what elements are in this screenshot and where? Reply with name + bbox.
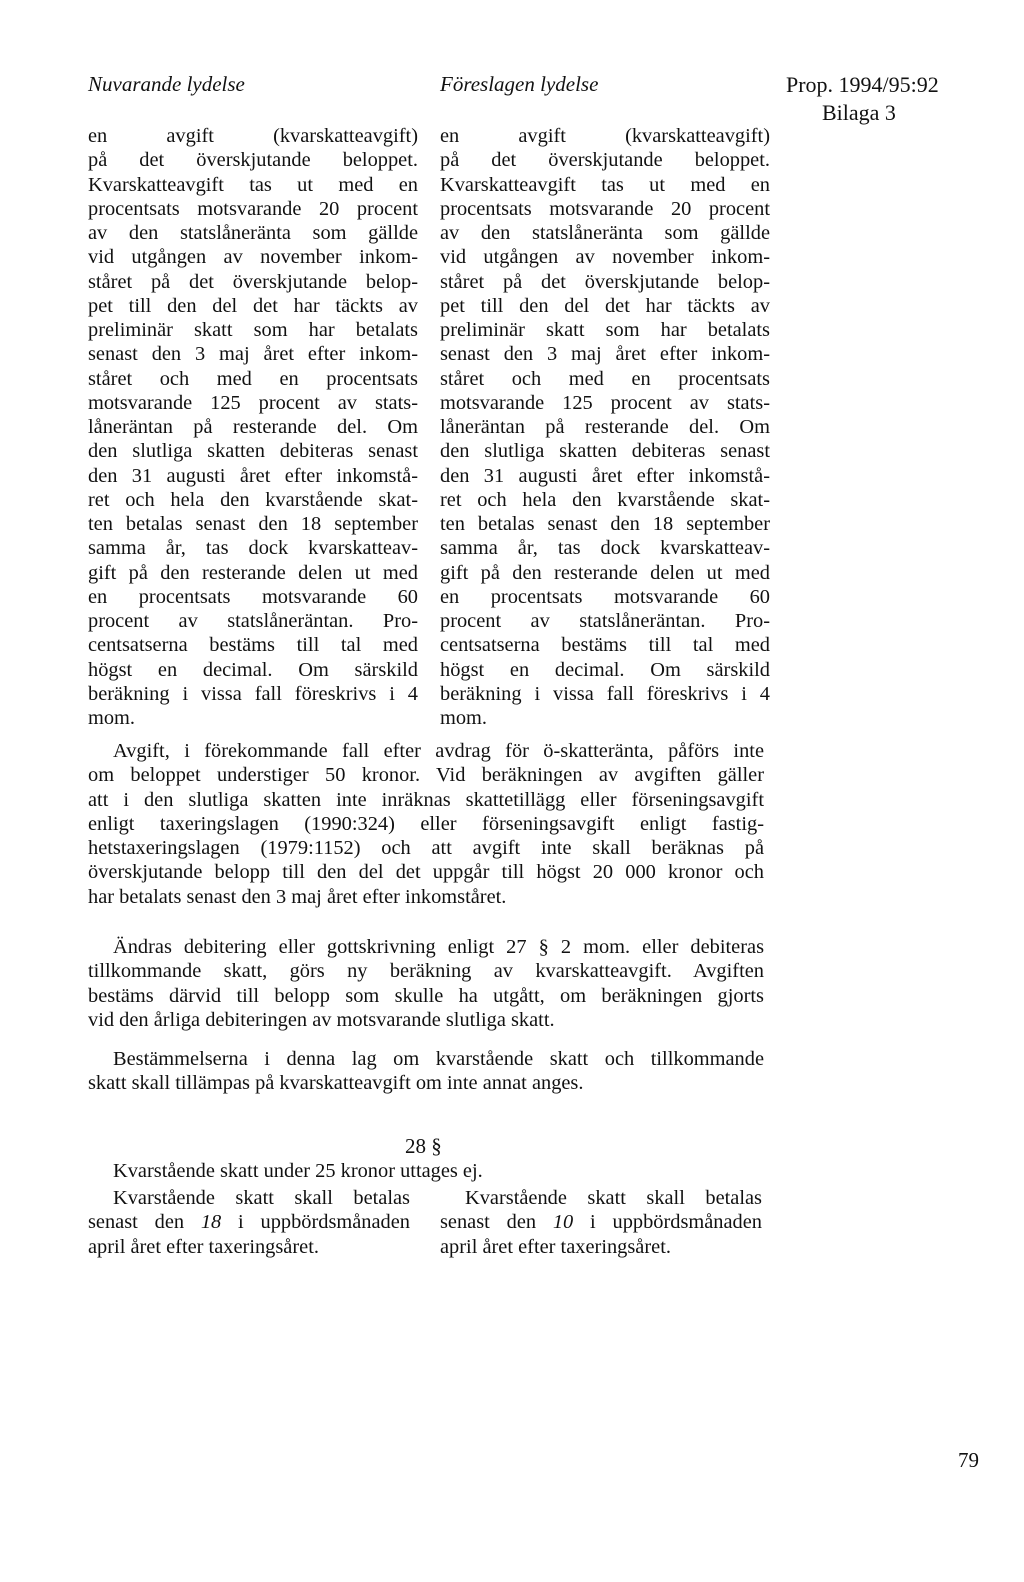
text-line: bestäms därvid till belopp som skulle ha utgått, om beräkningen gjorts xyxy=(88,984,764,1007)
text-line: den slutliga skatten debiteras senast xyxy=(440,440,770,463)
text-line: den 31 augusti året efter inkomstå- xyxy=(88,464,418,487)
text-line: procentsats motsvarande 20 procent xyxy=(440,197,770,220)
paragraph-bestammelserna xyxy=(88,1047,764,1096)
text-line: ten betalas senast den 18 september xyxy=(88,513,418,535)
text-line: ståret och med en procentsats xyxy=(440,367,770,390)
text-line: motsvarande 125 procent av stats- xyxy=(88,391,418,414)
text-line: ten betalas senast den 18 september xyxy=(440,513,770,535)
text-fragment: senast den xyxy=(88,1211,201,1234)
text-line: av den statslåneränta som gällde xyxy=(440,222,770,244)
text-line: ret och hela den kvarstående skat- xyxy=(440,488,770,511)
text-line: samma år, tas dock kvarskatteav- xyxy=(88,537,418,560)
text-line: vid utgången av november inkom- xyxy=(88,246,418,269)
text-line: låneräntan på resterande del. Om xyxy=(88,416,418,438)
text-line: den 31 augusti året efter inkomstå- xyxy=(440,464,770,487)
text-line: låneräntan på resterande del. Om xyxy=(440,416,770,438)
text-line: Avgift, i förekommande fall efter avdrag för ö-skatteränta, påförs inte xyxy=(113,740,764,762)
text-line: överskjutande belopp till den del det uppgår till högst 20 000 kronor och xyxy=(88,861,764,884)
text-line: procent av statslåneräntan. Pro- xyxy=(440,610,770,632)
text-line: på det överskjutande beloppet. xyxy=(88,149,418,172)
text-line: Kvarstående skatt skall betalas xyxy=(113,1187,410,1209)
text-line: ståret på det överskjutande belop- xyxy=(88,270,418,293)
text-line: mom. xyxy=(88,707,136,729)
text-line: vid utgången av november inkom- xyxy=(440,246,770,269)
text-line: procentsats motsvarande 20 procent xyxy=(88,197,418,220)
text-fragment: i uppbördsmånaden xyxy=(221,1211,410,1234)
text-line: beräkning i vissa fall föreskrivs i 4 xyxy=(440,682,770,705)
text-line: vid den årliga debiteringen av motsvarande slutliga skatt. xyxy=(88,1008,555,1031)
text-line: högst en decimal. Om särskild xyxy=(88,658,418,681)
text-line: pet till den del det har täckts av xyxy=(440,294,770,317)
text-line: skatt skall tillämpas på kvarskatteavgift om inte annat anges. xyxy=(88,1072,584,1095)
text-line: en avgift (kvarskatteavgift) xyxy=(440,125,770,147)
due-day-number: 10 xyxy=(552,1211,574,1234)
text-line: preliminär skatt som har betalats xyxy=(440,319,770,341)
text-line: ret och hela den kvarstående skat- xyxy=(88,488,418,511)
text-line: en procentsats motsvarande 60 xyxy=(88,585,418,608)
text-line: gift på den resterande delen ut med xyxy=(440,561,770,584)
section-current-wording xyxy=(88,1186,410,1259)
text-line: senast den 3 maj året efter inkom- xyxy=(88,343,418,366)
section-first-line: Kvarstående skatt under 25 kronor uttages ej. xyxy=(113,1160,483,1182)
text-line: samma år, tas dock kvarskatteav- xyxy=(440,537,770,560)
text-line: senast den 3 maj året efter inkom- xyxy=(440,343,770,366)
text-line: pet till den del det har täckts av xyxy=(88,294,418,317)
text-line: Kvarskatteavgift tas ut med en xyxy=(440,173,770,196)
proposed-wording-label: Föreslagen lydelse xyxy=(440,72,599,96)
text-line: ståret på det överskjutande belop- xyxy=(440,270,770,293)
proposed-wording-column xyxy=(440,124,770,730)
text-line: att i den slutliga skatten inte inräknas skattetillägg eller förseningsavgift xyxy=(88,788,764,811)
text-line: Kvarskatteavgift tas ut med en xyxy=(88,173,418,196)
current-wording-label: Nuvarande lydelse xyxy=(88,72,245,96)
text-line: ståret och med en procentsats xyxy=(88,367,418,390)
text-line: beräkning i vissa fall föreskrivs i 4 xyxy=(88,682,418,705)
text-line: april året efter taxeringsåret. xyxy=(440,1235,671,1258)
paragraph-andras xyxy=(88,935,764,1032)
section-heading: 28 § xyxy=(405,1134,442,1158)
text-line: gift på den resterande delen ut med xyxy=(88,561,418,584)
text-line: tillkommande skatt, görs ny beräkning av kvarskatteavgift. Avgiften xyxy=(88,960,764,983)
text-fragment: i uppbördsmånaden xyxy=(573,1211,762,1234)
text-line: enligt taxeringslagen (1990:324) eller förseningsavgift enligt fastig- xyxy=(88,812,764,835)
text-line: högst en decimal. Om särskild xyxy=(440,658,770,681)
section-proposed-wording xyxy=(440,1186,762,1259)
text-line: om beloppet understiger 50 kronor. Vid beräkningen av avgiften gäller xyxy=(88,764,764,787)
appendix-reference: Bilaga 3 xyxy=(822,100,896,125)
page-number: 79 xyxy=(958,1448,979,1472)
current-wording-column xyxy=(88,124,418,730)
text-fragment: senast den xyxy=(440,1211,553,1234)
text-line: en avgift (kvarskatteavgift) xyxy=(88,125,418,147)
due-day-number: 18 xyxy=(200,1211,222,1234)
text-line: har betalats senast den 3 maj året efter inkomståret. xyxy=(88,885,507,908)
text-line: Ändras debitering eller gottskrivning enligt 27 § 2 mom. eller debiteras xyxy=(113,936,764,958)
proposition-reference: Prop. 1994/95:92 xyxy=(786,72,939,97)
text-line: av den statslåneränta som gällde xyxy=(88,222,418,244)
text-line xyxy=(440,1210,762,1234)
text-line: april året efter taxeringsåret. xyxy=(88,1235,319,1258)
text-line: motsvarande 125 procent av stats- xyxy=(440,391,770,414)
text-line: centsatserna bestäms till tal med xyxy=(88,634,418,657)
text-line xyxy=(88,1210,410,1234)
text-line: preliminär skatt som har betalats xyxy=(88,319,418,341)
text-line: en procentsats motsvarande 60 xyxy=(440,585,770,608)
text-line: procent av statslåneräntan. Pro- xyxy=(88,610,418,632)
text-line: Bestämmelserna i denna lag om kvarstående skatt och tillkommande xyxy=(113,1048,764,1070)
text-line: på det överskjutande beloppet. xyxy=(440,149,770,172)
text-line: hetstaxeringslagen (1979:1152) och att avgift inte skall beräknas på xyxy=(88,837,764,859)
text-line: centsatserna bestäms till tal med xyxy=(440,634,770,657)
paragraph-avgift xyxy=(88,739,764,909)
text-line: mom. xyxy=(440,707,488,729)
text-line: Kvarstående skatt skall betalas xyxy=(465,1187,762,1209)
text-line: den slutliga skatten debiteras senast xyxy=(88,440,418,463)
